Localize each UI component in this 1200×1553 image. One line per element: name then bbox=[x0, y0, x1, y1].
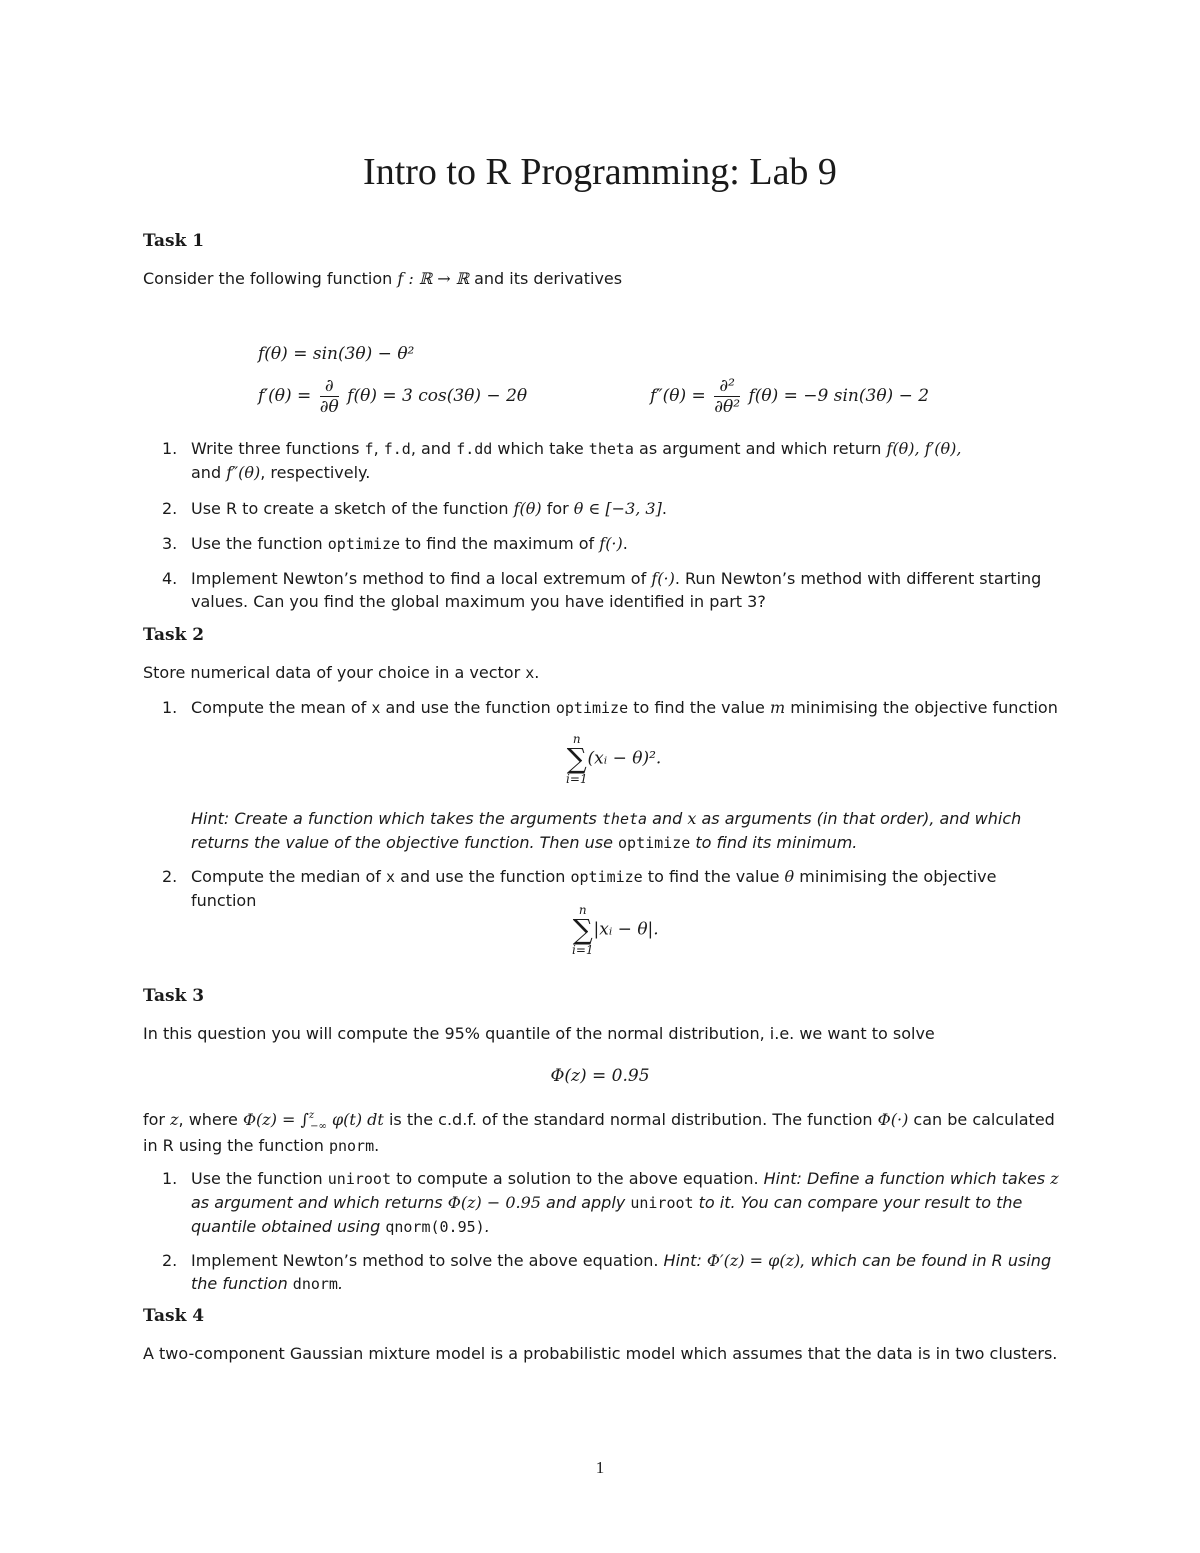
eq3-rhs: f(θ) = −9 sin(3θ) − 2 bbox=[748, 386, 930, 406]
list-number: 1. bbox=[162, 439, 178, 458]
list-item-text: Write three functions f, f.d, and f.dd which take theta as argument and which return f(θ), f′(θ), and f″(θ), respectively. bbox=[191, 439, 962, 482]
objective-sum-abs bbox=[572, 904, 659, 956]
task1-intro-text: Consider the following function bbox=[143, 269, 398, 288]
sum-squares-formula: (xᵢ − θ)². bbox=[587, 748, 662, 769]
list-number: 2. bbox=[162, 499, 178, 518]
normal-quantile-equation: Φ(z) = 0.95 bbox=[550, 1066, 650, 1086]
task4-heading: Task 4 bbox=[143, 1306, 205, 1326]
task3-intro: In this question you will compute the 95% quantile of the normal distribution, i.e. we want to solve bbox=[143, 1024, 935, 1043]
task1-intro bbox=[143, 267, 1063, 290]
eq3-numerator: ∂² bbox=[714, 376, 740, 397]
list-item-text: Use R to create a sketch of the function f(θ) for θ ∈ [−3, 3]. bbox=[191, 499, 667, 518]
task1-heading: Task 1 bbox=[143, 231, 205, 251]
task2-intro: Store numerical data of your choice in a vector x. bbox=[143, 663, 540, 682]
list-item-text: Compute the mean of x and use the function optimize to find the value m minimising the objective function bbox=[191, 698, 1058, 717]
document-title: Intro to R Programming: Lab 9 bbox=[363, 151, 837, 193]
task1-intro-math: f : ℝ → ℝ bbox=[397, 269, 470, 288]
list-number: 2. bbox=[162, 867, 178, 886]
hint-text: Hint: Create a function which takes the arguments theta and x as arguments (in that order), and which returns the value of the objective function. Then use optimize to find its minimum. bbox=[191, 809, 1022, 852]
task4-text: A two-component Gaussian mixture model is a probabilistic model which assumes that the data is in two clusters. bbox=[143, 1344, 1058, 1363]
list-number: 4. bbox=[162, 569, 178, 588]
task3-heading: Task 3 bbox=[143, 986, 205, 1006]
eq3-fraction bbox=[714, 376, 740, 417]
list-item-text: Use the function optimize to find the maximum of f(·). bbox=[191, 534, 628, 553]
list-item-text: Use the function uniroot to compute a solution to the above equation. Hint: Define a function which takes z as argument and which returns Φ(z) − 0.95 and apply uniroot to it. You can compare your result to the quantile obtained using qnorm(0.95). bbox=[191, 1169, 1059, 1236]
page-number: 1 bbox=[595, 1458, 605, 1477]
eq3-lhs: f″(θ) = bbox=[650, 386, 706, 406]
list-number: 1. bbox=[162, 698, 178, 717]
sum-abs-formula: |xᵢ − θ|. bbox=[593, 919, 659, 940]
list-number: 3. bbox=[162, 534, 178, 553]
list-item-text: Implement Newton’s method to solve the above equation. Hint: Φ′(z) = φ(z), which can be found in R using the function dnorm. bbox=[191, 1251, 1052, 1293]
objective-sum-squares bbox=[566, 733, 661, 785]
eq2-numerator: ∂ bbox=[320, 376, 339, 397]
task1-intro-text-end: and its derivatives bbox=[469, 269, 623, 288]
task3-description: for z, where Φ(z) = ∫$^z_{-\infty}$ φ(t) dt is the c.d.f. of the standard normal distribution. The function Φ(·) can be calculated in R using the function pnorm. bbox=[143, 1110, 1055, 1155]
list-item-text: Compute the median of x and use the function optimize to find the value θ minimising the objective function bbox=[191, 867, 997, 910]
list-number: 1. bbox=[162, 1169, 178, 1188]
list-number: 2. bbox=[162, 1251, 178, 1270]
equation-f-prime bbox=[258, 376, 527, 417]
eq2-fraction bbox=[320, 376, 339, 417]
eq3-denominator: ∂θ² bbox=[714, 397, 741, 417]
eq2-lhs: f′(θ) = bbox=[258, 386, 312, 406]
task3-equation bbox=[0, 1066, 1200, 1086]
equation-f-double-prime bbox=[650, 376, 929, 417]
summation-symbol: n ∑ i=1 bbox=[566, 732, 588, 786]
task2-heading: Task 2 bbox=[143, 625, 205, 645]
equation-f: f(θ) = sin(3θ) − θ² bbox=[258, 344, 415, 364]
list-item-text: Implement Newton’s method to find a local extremum of f(·). Run Newton’s method with different starting values. Can you find the global maximum you have identified in part 3? bbox=[191, 569, 1042, 611]
summation-symbol: n ∑ i=1 bbox=[572, 903, 594, 957]
eq2-denominator: ∂θ bbox=[319, 397, 339, 417]
eq2-rhs: f(θ) = 3 cos(3θ) − 2θ bbox=[347, 386, 528, 406]
